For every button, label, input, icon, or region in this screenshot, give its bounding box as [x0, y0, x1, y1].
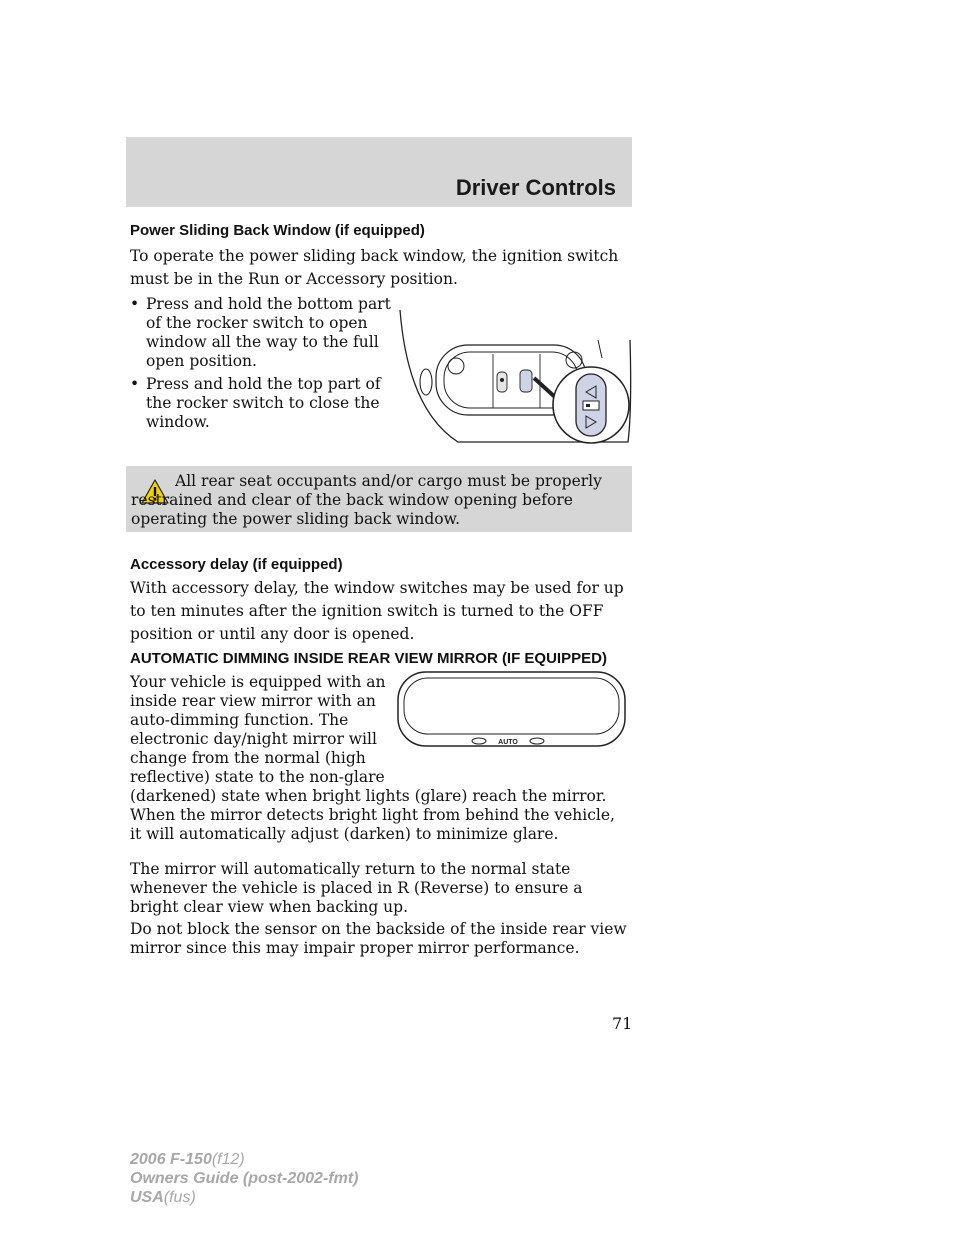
mirror-intro	[130, 673, 395, 787]
footer-model-code: (f12)	[211, 1151, 245, 1168]
page-number: 71	[612, 1014, 633, 1033]
mirror-intro-line: Your vehicle is equipped with an	[130, 673, 386, 691]
auto-button-label: AUTO	[498, 739, 518, 746]
mirror-heading: AUTOMATIC DIMMING INSIDE REAR VIEW MIRROR (IF EQUIPPED)	[130, 650, 607, 667]
footer-market-code: (fus)	[163, 1189, 196, 1206]
mirror-intro-line: auto-dimming function. The	[130, 711, 349, 729]
footer-line	[130, 1188, 358, 1207]
bullet-glyph: •	[130, 375, 140, 393]
list-item	[130, 375, 392, 432]
sliding-window-intro: To operate the power sliding back window, the ignition switch must be in the Run or Accessory position.	[130, 247, 619, 288]
mirror-paragraph-3: Do not block the sensor on the backside of the inside rear view mirror since this may impair proper mirror performance.	[130, 920, 627, 957]
header-band	[126, 137, 632, 207]
list-item	[130, 295, 392, 371]
footer-model: 2006 F-150	[130, 1151, 212, 1168]
accessory-delay-heading: Accessory delay (if equipped)	[130, 556, 343, 573]
mirror-paragraph-2: The mirror will automatically return to the normal state whenever the vehicle is placed in R (Reverse) to ensure a bright clear view when backing up.	[130, 860, 583, 916]
warning-box	[126, 466, 632, 532]
document-footer	[130, 1150, 358, 1207]
mirror-intro-line: inside rear view mirror with an	[130, 692, 376, 710]
bullet-text: Press and hold the bottom part of the rocker switch to open window all the way to the full open position.	[146, 295, 391, 370]
footer-line	[130, 1150, 358, 1169]
mirror-continuation: (darkened) state when bright lights (glare) reach the mirror. When the mirror detects bright light from behind the vehicle, it will automatically adjust (darken) to minimize glare.	[130, 787, 615, 843]
sliding-window-bullets	[130, 295, 392, 436]
mirror-intro-line: electronic day/night mirror will	[130, 730, 377, 748]
back-window-switch-illustration	[398, 300, 638, 450]
footer-market: USA	[130, 1189, 164, 1206]
footer-guide: Owners Guide (post-2002-fmt)	[130, 1170, 359, 1187]
warning-text: All rear seat occupants and/or cargo must be properly restrained and clear of the back window opening before operating the power sliding back window.	[131, 472, 602, 528]
mirror-intro-line: reflective) state to the non-glare	[130, 768, 385, 786]
bullet-glyph: •	[130, 295, 140, 313]
sliding-window-heading: Power Sliding Back Window (if equipped)	[130, 222, 425, 239]
bullet-text: Press and hold the top part of the rocker switch to close the window.	[146, 375, 381, 431]
footer-line	[130, 1169, 358, 1188]
mirror-intro-line: change from the normal (high	[130, 749, 366, 767]
accessory-delay-text: With accessory delay, the window switches may be used for up to ten minutes after the ignition switch is turned to the OFF position or until any door is opened.	[130, 579, 624, 643]
rear-view-mirror-illustration	[394, 668, 629, 750]
page-section-title: Driver Controls	[455, 175, 616, 200]
